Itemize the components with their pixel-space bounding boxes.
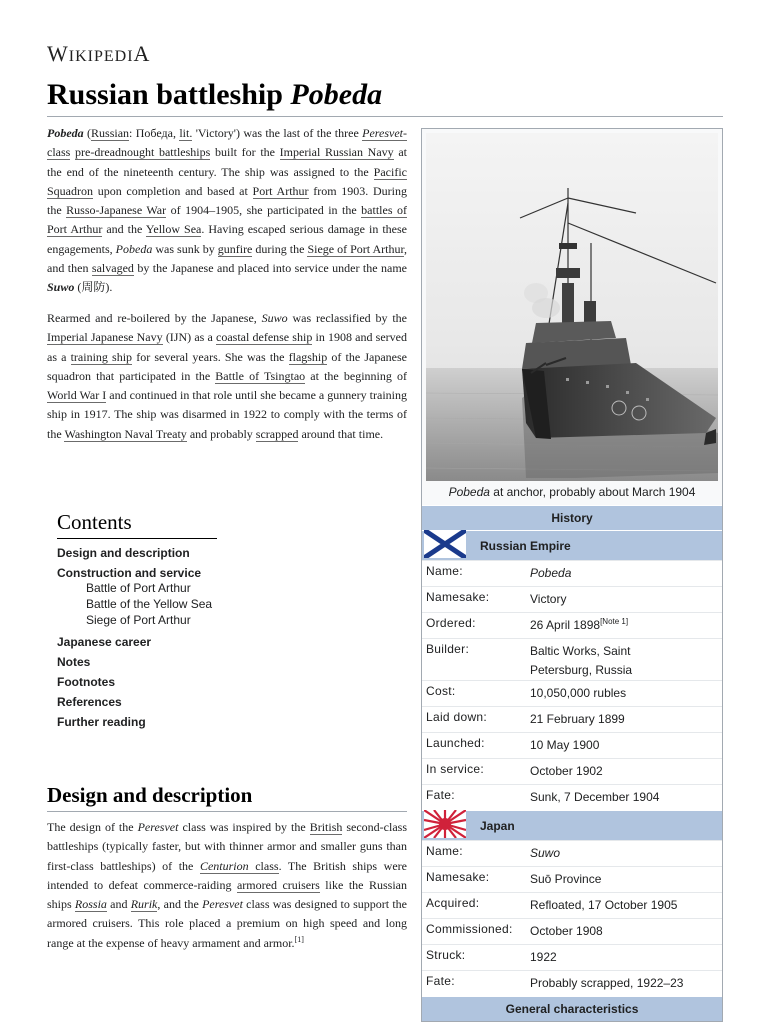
- footnote-ref[interactable]: [1]: [294, 934, 304, 944]
- history-header: History: [422, 505, 722, 530]
- link-british[interactable]: British: [309, 820, 343, 834]
- table-of-contents: [47, 510, 247, 729]
- toc-item-construction[interactable]: Construction and service: [57, 566, 202, 580]
- link-imperial-japanese-navy[interactable]: Imperial Japanese Navy: [47, 330, 163, 345]
- link-rurik[interactable]: Rurik: [130, 897, 158, 912]
- page-title: Russian battleship Pobeda: [47, 78, 383, 111]
- link-centurion-class[interactable]: Centurion class: [199, 858, 279, 873]
- link-gunfire[interactable]: gunfire: [217, 241, 253, 256]
- info-row-cost: Cost: 10,050,000 rubles: [422, 680, 722, 706]
- rising-sun-flag-icon: [424, 810, 466, 841]
- toc-title: Contents: [57, 510, 217, 539]
- link-lit[interactable]: lit.: [179, 126, 193, 140]
- link-training-ship[interactable]: training ship: [70, 349, 133, 364]
- toc-item-notes[interactable]: Notes: [57, 655, 91, 669]
- link-armored-cruisers[interactable]: armored cruisers: [236, 877, 320, 892]
- info-row-acquired: Acquired: Refloated, 17 October 1905: [422, 892, 722, 918]
- link-coastal-defense-ship[interactable]: coastal defense ship: [216, 330, 313, 345]
- info-row-launched: Launched: 10 May 1900: [422, 732, 722, 758]
- toc-item-further-reading[interactable]: Further reading: [57, 715, 146, 729]
- link-imperial-russian-navy[interactable]: Imperial Russian Navy: [279, 145, 394, 160]
- note-ref[interactable]: [Note 1]: [600, 617, 629, 626]
- info-row-jp-namesake: Namesake: Suō Province: [422, 866, 722, 892]
- info-row-ordered: Ordered: 26 April 1898[Note 1]: [422, 612, 722, 638]
- toc-item-japanese-career[interactable]: Japanese career: [57, 635, 152, 649]
- info-row-name: Name: Pobeda: [422, 560, 722, 586]
- toc-item-design[interactable]: Design and description: [57, 546, 190, 560]
- link-siege-of-port-arthur[interactable]: Siege of Port Arthur: [307, 241, 404, 256]
- toc-item-battle-port-arthur[interactable]: Battle of Port Arthur: [86, 581, 191, 595]
- link-rossia[interactable]: Rossia: [74, 897, 107, 912]
- info-row-commissioned: Commissioned: October 1908: [422, 918, 722, 944]
- link-yellow-sea[interactable]: Yellow Sea: [145, 222, 202, 237]
- intro-paragraph-2: Rearmed and re-boilered by the Japanese, Suwo was reclassified by the Imperial Japanese Navy (IJN) as a coastal defense ship in 1908 and served as a training ship for several years. She was the flagship of the Japanese squadron that participated in the Battle of Tsingtao at the beginning of World War I and continued in that role until she became a gunnery training ship in 1917. The ship was disarmed in 1922 to comply with the terms of the Washington Naval Treaty and probably scrapped around that time.: [47, 311, 408, 441]
- infobox: [421, 128, 723, 1022]
- toc-item-siege-port-arthur[interactable]: Siege of Port Arthur: [86, 613, 191, 627]
- russian-empire-header: [422, 530, 722, 560]
- russian-naval-ensign-icon: [424, 530, 466, 561]
- info-row-jp-fate: Fate: Probably scrapped, 1922–23: [422, 970, 722, 996]
- link-russo-japanese-war[interactable]: Russo-Japanese War: [66, 203, 167, 218]
- link-peresvet-class[interactable]: Peresvet-class: [47, 126, 408, 160]
- info-row-jp-name: Name: Suwo: [422, 840, 722, 866]
- link-battle-of-tsingtao[interactable]: Battle of Tsingtao: [215, 368, 306, 383]
- info-row-struck: Struck: 1922: [422, 944, 722, 970]
- link-pre-dreadnought[interactable]: pre-dreadnought battleships: [75, 145, 211, 160]
- intro-paragraph-1: Pobeda (Russian: Победа, lit. 'Victory') was the last of the three Peresvet-class pre-dreadnought battleships built for the Imperial Russian Navy at the end of the nineteenth century. The ship was assigned to the Pacific Squadron upon completion and based at Port Arthur from 1903. During the Russo-Japanese War of 1904–1905, she participated in the battles of Port Arthur and the Yellow Sea. Having escaped serious damage in these engagements, Pobeda was sunk by gunfire during the Siege of Port Arthur, and then salvaged by the Japanese and placed into service under the name Suwo (周防).: [47, 126, 408, 295]
- ship-photo[interactable]: [426, 133, 718, 481]
- japan-header: [422, 810, 722, 840]
- toc-item-battle-yellow-sea[interactable]: Battle of the Yellow Sea: [86, 597, 213, 611]
- section-heading-design: Design and description: [47, 783, 407, 812]
- link-world-war-i[interactable]: World War I: [47, 388, 107, 403]
- japan-label: Japan: [480, 818, 515, 833]
- link-washington-naval-treaty[interactable]: Washington Naval Treaty: [64, 426, 187, 441]
- info-row-in-service: In service: October 1902: [422, 758, 722, 784]
- title-divider: [47, 116, 723, 117]
- link-battles-of-port-arthur[interactable]: battles of Port Arthur: [47, 203, 407, 237]
- russian-empire-label: Russian Empire: [480, 538, 571, 553]
- link-salvaged[interactable]: salvaged: [91, 261, 134, 276]
- link-flagship[interactable]: flagship: [288, 349, 328, 364]
- toc-item-references[interactable]: References: [57, 695, 122, 709]
- general-characteristics-header: General characteristics: [422, 996, 722, 1021]
- link-russian[interactable]: Russian: [91, 126, 130, 140]
- info-row-fate: Fate: Sunk, 7 December 1904: [422, 784, 722, 810]
- photo-caption: Pobeda at anchor, probably about March 1904: [448, 485, 696, 499]
- link-pacific-squadron[interactable]: Pacific Squadron: [47, 164, 407, 198]
- info-row-builder: Builder: Baltic Works, Saint Petersburg, Russia: [422, 638, 722, 680]
- design-paragraph: The design of the Peresvet class was inspired by the British second-class battleships (typically faster, but with thinner armor and smaller guns than first-class battleships) of the Centurion class. The British ships were intended to defeat commerce-raiding armored cruisers like the Russian ships Rossia and Rurik, and the Peresvet class was designed to support the armored cruisers. This role placed a premium on high speed and long range at the expense of heavy armament and armor.[1]: [47, 820, 407, 950]
- info-row-laid-down: Laid down: 21 February 1899: [422, 706, 722, 732]
- link-scrapped[interactable]: scrapped: [255, 426, 299, 441]
- info-row-namesake: Namesake: Victory: [422, 586, 722, 612]
- toc-item-footnotes[interactable]: Footnotes: [57, 675, 115, 689]
- link-port-arthur[interactable]: Port Arthur: [252, 183, 309, 198]
- wikipedia-logo[interactable]: WIKIPEDIA: [47, 41, 151, 66]
